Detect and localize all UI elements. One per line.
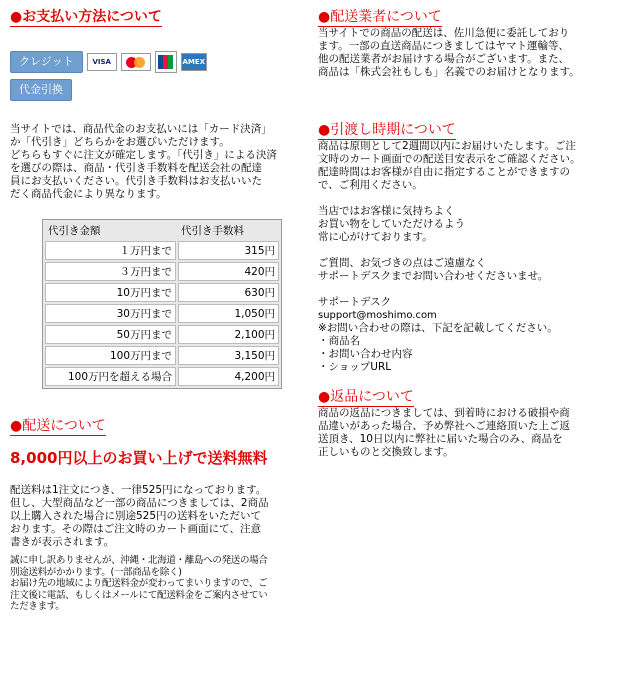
cod-button[interactable]: 代金引換 [10, 79, 72, 101]
jcb-card-icon [155, 51, 177, 73]
shipping-heading: ●配送について [10, 418, 106, 434]
delivery-text-line: 商品は原則として2週間以内にお届けいたします。ご注 [318, 140, 576, 152]
table-cell: 2,100円 [178, 325, 279, 344]
delivery-text-line: 文時のカート画面での配送目安表示をご確認ください。 [318, 153, 581, 165]
table-cell: 100万円まで [45, 346, 176, 365]
table-header: 代引き手数料 [178, 222, 279, 239]
table-cell: 4,200円 [178, 367, 279, 386]
carrier-text-line: 他の配送業者がお届けする場合がございます。また、 [318, 53, 570, 65]
carrier-section [318, 8, 614, 79]
support-email[interactable]: support@moshimo.com [318, 310, 437, 321]
shipping-text-line: 書きが表示されます。 [10, 536, 115, 548]
payment-text-line: 当サイトでは、商品代金のお支払いには「カード決済」 [10, 123, 272, 135]
cod-row [10, 79, 300, 101]
table-cell: 315円 [178, 241, 279, 260]
table-cell: 100万円を超える場合 [45, 367, 176, 386]
payment-heading: ●お支払い方法について [10, 9, 162, 25]
support-title: サポートデスク [318, 296, 392, 308]
delivery-heading: ●引渡し時期について [318, 122, 456, 138]
table-cell: ３万円まで [45, 262, 176, 281]
payment-text-line: どちらもすぐに注文が確定します。「代引き」による決済 [10, 149, 277, 161]
care-text-line: 当店ではお客様に気持ちよく [318, 205, 455, 217]
table-row [45, 367, 279, 386]
table-cell: 50万円まで [45, 325, 176, 344]
returns-text-line: 送頂き、10日以内に弊社に届いた場合のみ、商品を [318, 433, 563, 445]
visa-card-icon: VISA [87, 53, 117, 71]
support-item: ・お問い合わせ内容 [318, 348, 413, 360]
care-text-line: 常に心がけております。 [318, 231, 433, 243]
cod-fee-table [42, 219, 282, 389]
shipping-text-line: 以上購入された場合に別途525円の送料をいただいて [10, 510, 262, 522]
support-item: ・商品名 [318, 335, 360, 347]
table-cell: 10万円まで [45, 283, 176, 302]
question-message [318, 257, 614, 283]
shipping-text-line: おります。その際はご注文時のカート画面にて、注意 [10, 523, 261, 535]
care-text-line: お買い物をしていただけるよう [318, 218, 465, 230]
right-column [318, 8, 614, 459]
delivery-text-line: で、ご利用ください。 [318, 179, 423, 191]
shipping-text [10, 484, 300, 549]
credit-button[interactable]: クレジット [10, 51, 83, 73]
question-text-line: サポートデスクまでお問い合わせくださいませ。 [318, 270, 549, 282]
carrier-heading: ●配送業者について [318, 9, 442, 25]
table-header-row [45, 222, 279, 239]
table-cell: １万円まで [45, 241, 176, 260]
shipping-section [10, 417, 300, 613]
carrier-text-line: ます。一部の直送商品につきましてはヤマト運輸等、 [318, 40, 569, 52]
question-text-line: ご質問、お気づきの点はご遠慮なく [318, 257, 486, 269]
table-row [45, 241, 279, 260]
table-row [45, 325, 279, 344]
shipping-note [10, 555, 300, 613]
left-column [10, 8, 300, 613]
table-row [45, 283, 279, 302]
mastercard-card-icon [121, 53, 151, 71]
returns-section [318, 388, 614, 459]
shipping-note-line: ただきます。 [10, 601, 65, 612]
delivery-section [318, 121, 614, 374]
table-header: 代引き金額 [45, 222, 176, 239]
payment-description [10, 123, 300, 201]
payment-text-line: か「代引き」どちらかをお選びいただけます。 [10, 136, 230, 148]
table-cell: 3,150円 [178, 346, 279, 365]
returns-text-line: 商品の返品につきましては、到着時における破損や商 [318, 407, 570, 419]
returns-text-line: 品違いがあった場合、予め弊社へご連絡頂いた上ご返 [318, 420, 570, 432]
returns-text-line: 正しいものと交換致します。 [318, 446, 454, 458]
payment-text-line: 員にお支払いください。代引き手数料はお支払いいた [10, 175, 262, 187]
shipping-text-line: 配送料は1注文につき、一律525円になっております。 [10, 484, 267, 496]
table-cell: 1,050円 [178, 304, 279, 323]
shipping-note-line: 注文後に電話、もしくはメールにて配送料金をご案内させてい [10, 589, 268, 601]
support-note: ※お問い合わせの際は、下記を記載してください。 [318, 322, 558, 334]
payment-text-line: だく商品代金により異なります。 [10, 188, 167, 200]
table-row [45, 346, 279, 365]
table-cell: 630円 [178, 283, 279, 302]
table-row [45, 262, 279, 281]
delivery-text-line: 配達時間はお客様が自由に指定することができますの [318, 166, 570, 178]
shipping-note-line: お届け先の地域により配送料金が変わってまいりますので、ご [10, 578, 268, 589]
shipping-text-line: 但し、大型商品など一部の商品につきましては、2商品 [10, 497, 269, 509]
table-row [45, 304, 279, 323]
table-cell: 30万円まで [45, 304, 176, 323]
carrier-text-line: 商品は「株式会社もしも」名義でのお届けとなります。 [318, 66, 580, 78]
support-item: ・ショップURL [318, 361, 392, 373]
free-shipping-notice: 8,000円以上のお買い上げで送料無料 [10, 449, 268, 467]
returns-heading: ●返品について [318, 389, 414, 405]
carrier-text-line: 当サイトでの商品の配送は、佐川急便に委託しており [318, 27, 570, 39]
care-message [318, 205, 614, 244]
shipping-note-line: 別途送料がかかります。(一部商品を除く) [10, 566, 182, 578]
support-desk [318, 296, 614, 374]
shipping-note-line: 誠に申し訳ありませんが、沖縄・北海道・離島への発送の場合 [10, 555, 268, 566]
payment-text-line: を選びの際は、商品・代引き手数料を配送会社の配達 [10, 162, 262, 174]
amex-card-icon: AMEX [181, 53, 207, 71]
credit-row [10, 51, 300, 73]
table-cell: 420円 [178, 262, 279, 281]
